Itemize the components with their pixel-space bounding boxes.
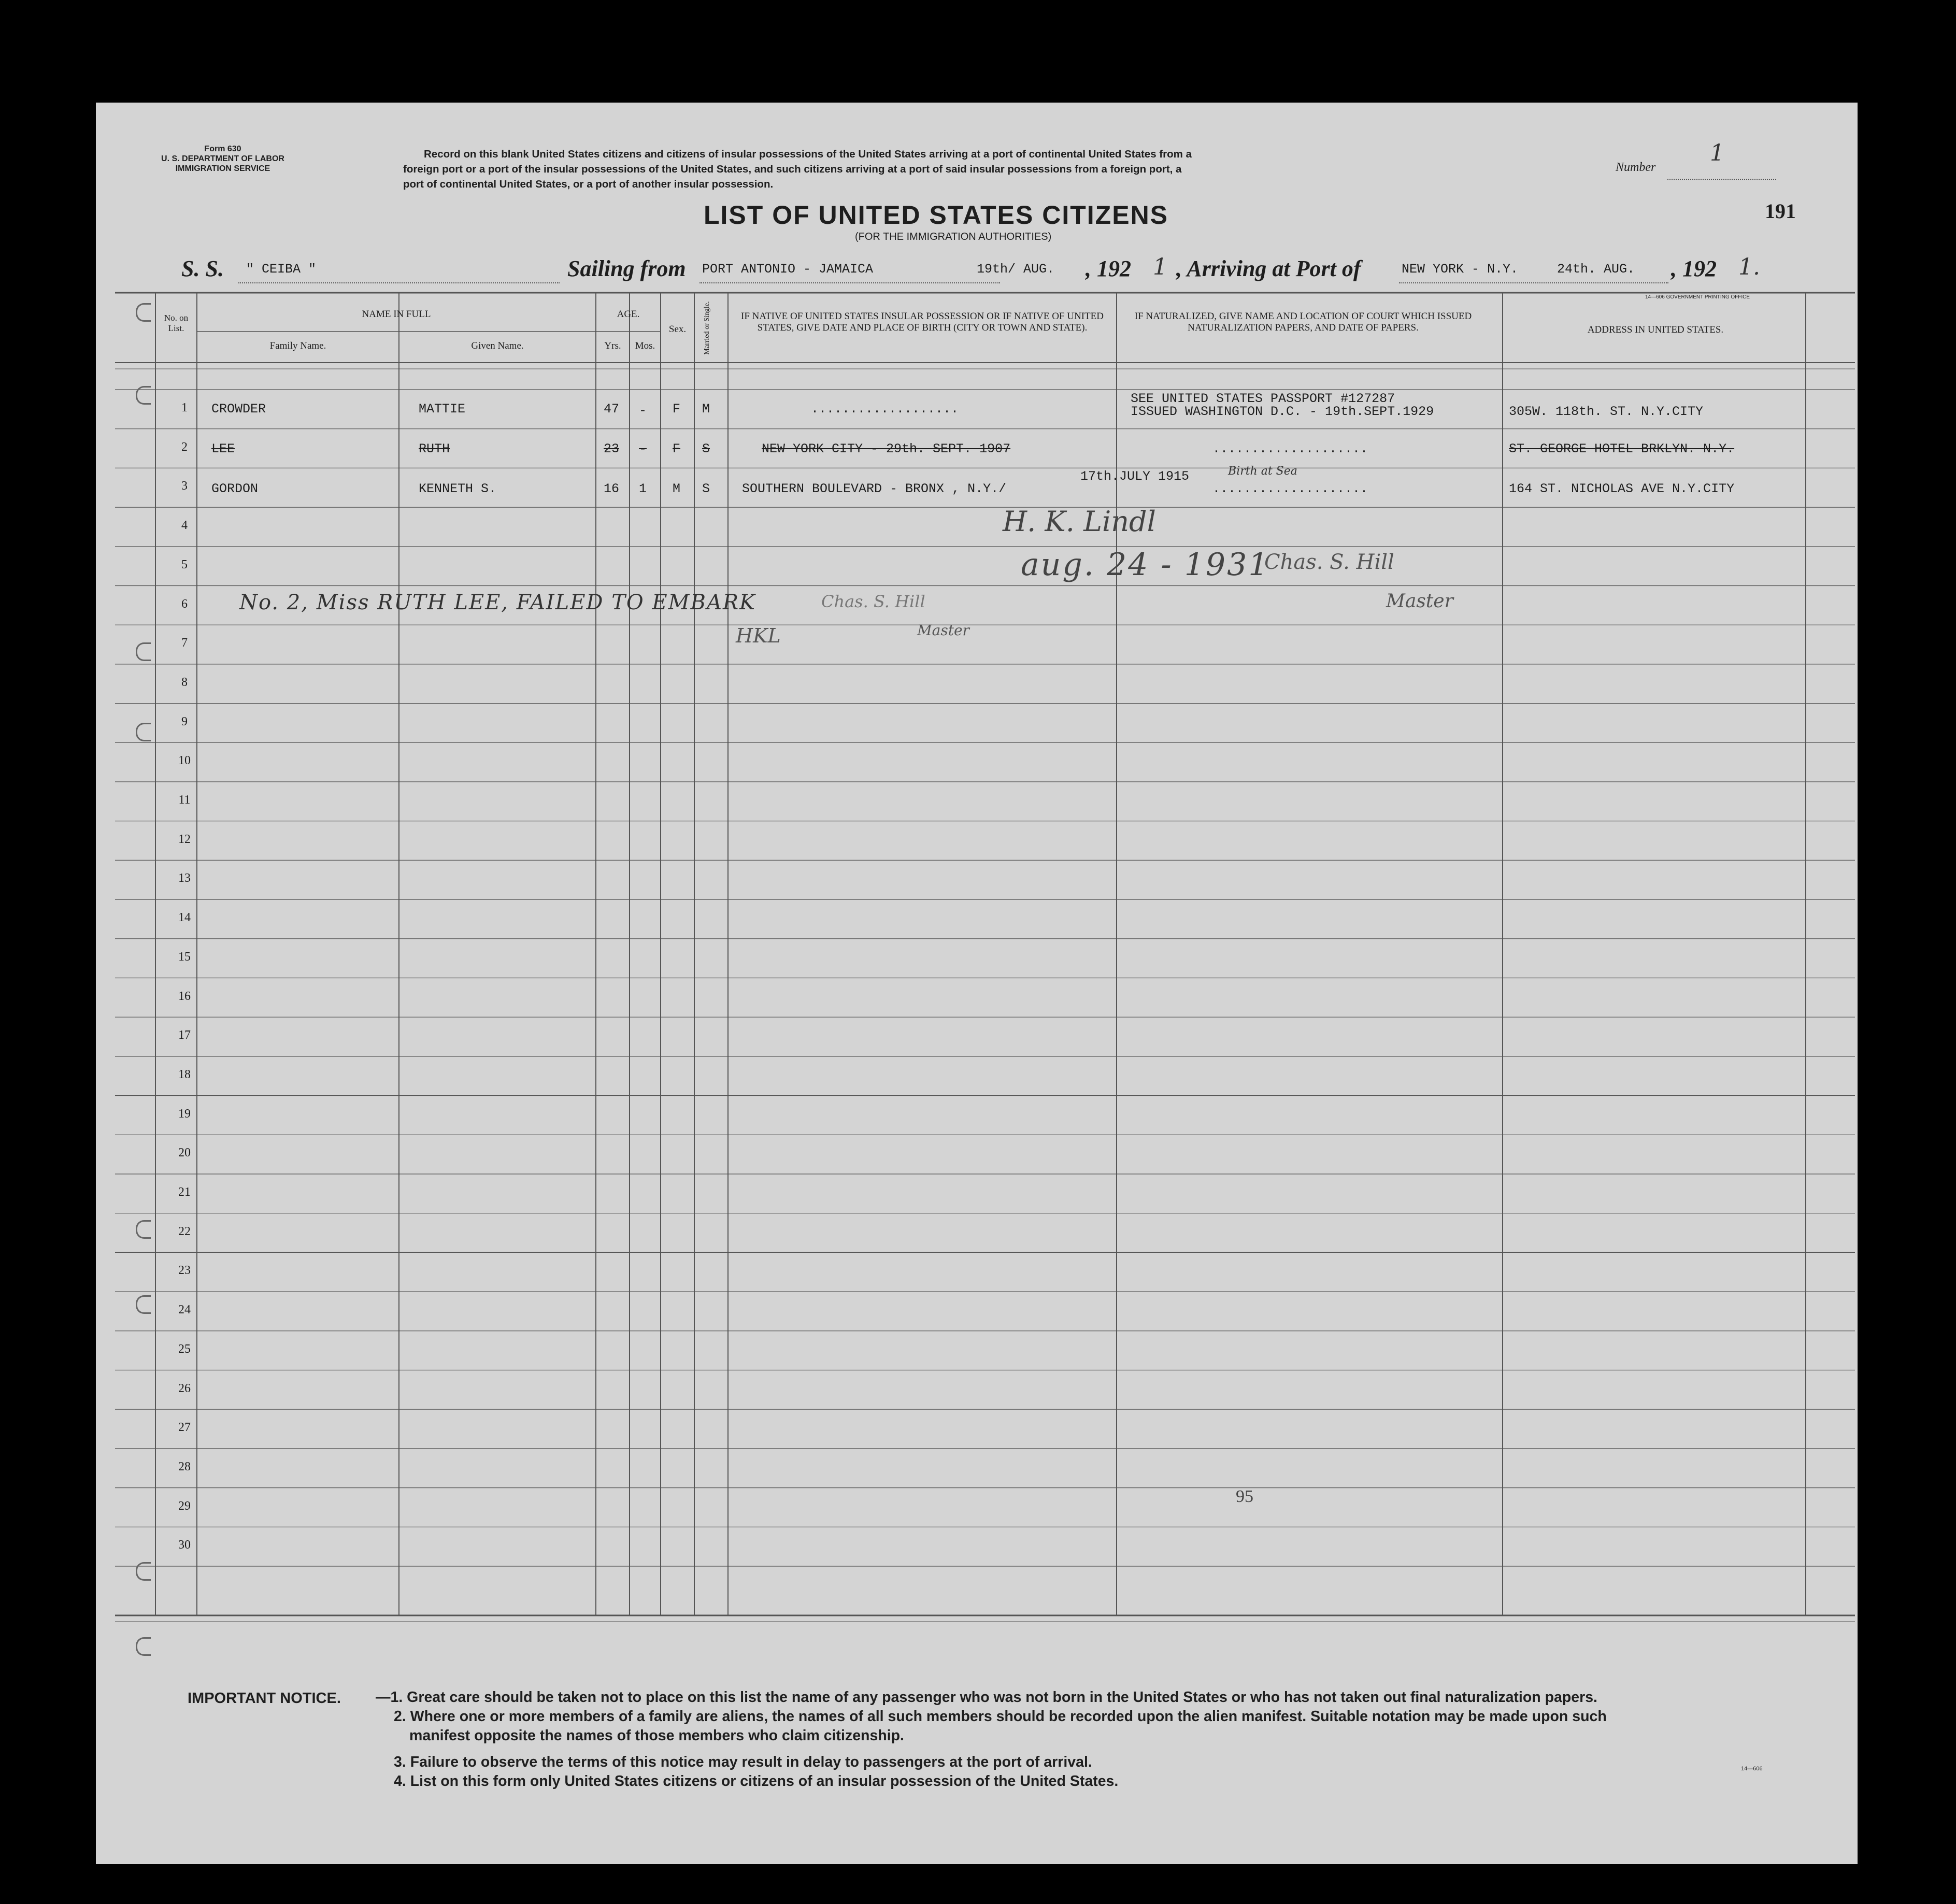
row-number: 16 [178, 989, 191, 1003]
year-suffix-2: 1. [1738, 254, 1760, 280]
row-number: 9 [181, 714, 188, 728]
birth-info: SOUTHERN BOULEVARD - BRONX , N.Y./ [742, 481, 1007, 496]
col-header-mos: Mos. [635, 340, 655, 351]
binder-hole [136, 303, 151, 322]
department-name: U. S. DEPARTMENT OF LABOR [161, 154, 284, 163]
col-header-yrs: Yrs. [604, 340, 621, 351]
age-years: 16 [604, 481, 620, 496]
arriving-date: 24th. AUG. [1557, 262, 1635, 277]
notice-item-2: 2. Where one or more members of a family are aliens, the names of all such members should be recorded upon the alien manifest. Suitable notation may be made upon such [394, 1708, 1607, 1725]
instructions-line-3: port of continental United States, or a port of another insular possession. [403, 178, 774, 190]
row-number: 7 [181, 636, 188, 650]
row-number: 1 [181, 401, 188, 414]
year-prefix-2: , 192 [1671, 256, 1717, 281]
col-header-name: NAME IN FULL [362, 309, 431, 320]
given-name: KENNETH S. [419, 481, 497, 496]
sex: F [673, 441, 681, 456]
marital-status: S [702, 441, 710, 456]
arriving-port: NEW YORK - N.Y. [1402, 262, 1519, 277]
birth-note: Birth at Sea [1228, 465, 1297, 478]
page-number: 191 [1765, 199, 1796, 223]
failed-to-embark-note: No. 2, Miss RUTH LEE, FAILED TO EMBARK [239, 591, 756, 614]
birth-info: ................... [811, 402, 959, 417]
sex: F [673, 402, 681, 417]
number-line [1667, 179, 1776, 180]
form-number: Form 630 [204, 145, 241, 153]
master-signature: Chas. S. Hill [821, 592, 925, 611]
row-number: 26 [178, 1381, 191, 1395]
col-header-naturalized: IF NATURALIZED, GIVE NAME AND LOCATION OF COURT WHICH ISSUED NATURALIZATION PAPERS, AND DATE OF PAPERS. [1134, 311, 1472, 333]
row-number: 17 [178, 1028, 191, 1042]
birth-info: NEW YORK CITY - 29th. SEPT. 1907 [762, 441, 1011, 456]
binder-hole [136, 1220, 151, 1239]
notice-item-4: 4. List on this form only United States citizens or citizens of an insular possession of the United States. [394, 1773, 1119, 1790]
service-name: IMMIGRATION SERVICE [175, 164, 270, 173]
arrival-date-stamp: aug. 24 - 1931 [1021, 547, 1270, 583]
sailing-port: PORT ANTONIO - JAMAICA [702, 262, 874, 277]
row-number: 14 [178, 911, 191, 925]
instructions [403, 147, 1192, 192]
page-subtitle: (FOR THE IMMIGRATION AUTHORITIES) [855, 231, 1052, 242]
row-number: 27 [178, 1421, 191, 1435]
row-number: 30 [178, 1538, 191, 1552]
ship-line [238, 282, 560, 283]
marital-status: M [702, 402, 710, 417]
notice-item-2-cont: manifest opposite the names of those members who claim citizenship. [409, 1727, 904, 1744]
row-number: 24 [178, 1303, 191, 1317]
notice-item-3: 3. Failure to observe the terms of this notice may result in delay to passengers at the port of arrival. [394, 1754, 1092, 1770]
sex: M [673, 481, 681, 496]
row-number: 23 [178, 1264, 191, 1278]
col-header-family: Family Name. [269, 340, 326, 351]
row-number: 8 [181, 675, 188, 689]
given-name: RUTH [419, 441, 450, 456]
marital-status: S [702, 481, 710, 496]
binder-hole [136, 1295, 151, 1314]
row-number: 3 [181, 479, 188, 493]
naturalization-line-1: .................... [1212, 441, 1368, 456]
row-number: 29 [178, 1499, 191, 1513]
row-number: 19 [178, 1107, 191, 1121]
age-months: 1 [639, 481, 647, 496]
given-name: MATTIE [419, 402, 466, 417]
arriving-label: , Arriving at Port of [1176, 256, 1361, 281]
arriving-port-line [1399, 282, 1668, 283]
naturalization-line-2: ISSUED WASHINGTON D.C. - 19th.SEPT.1929 [1131, 404, 1434, 419]
sailing-date: 19th/ AUG. [977, 262, 1055, 277]
ss-label: S. S. [181, 256, 224, 281]
sailing-label: Sailing from [567, 256, 686, 281]
row-number: 6 [181, 597, 188, 611]
binder-hole [136, 642, 151, 661]
address: 305W. 118th. ST. N.Y.CITY [1509, 404, 1704, 419]
master-title: Master [917, 622, 969, 639]
family-name: CROWDER [211, 402, 266, 417]
row-number: 18 [178, 1067, 191, 1081]
inspector-initials: H. K. Lindl [1003, 505, 1156, 538]
binder-hole [136, 1637, 151, 1656]
col-header-address: ADDRESS IN UNITED STATES. [1587, 324, 1724, 335]
officer-initials: HKL [736, 624, 781, 647]
address: ST. GEORGE HOTEL BRKLYN. N.Y. [1509, 441, 1735, 456]
notice-label: IMPORTANT NOTICE. [188, 1690, 341, 1707]
bottom-printer-mark: 14—606 [1741, 1766, 1763, 1772]
row-number: 11 [178, 793, 191, 807]
age-years: 47 [604, 402, 620, 417]
printer-mark: 14—606 GOVERNMENT PRINTING OFFICE [1645, 294, 1750, 300]
row-number: 15 [178, 950, 191, 964]
family-name: GORDON [211, 481, 259, 496]
family-name: LEE [211, 441, 235, 456]
birth-date: 17th.JULY 1915 [1080, 469, 1190, 484]
page-mark: 95 [1236, 1487, 1253, 1506]
form-header [161, 144, 285, 174]
row-number: 2 [181, 440, 188, 454]
naturalization-line-1: SEE UNITED STATES PASSPORT #127287 [1131, 391, 1395, 406]
age-months: - [639, 441, 647, 456]
row-number: 21 [178, 1185, 191, 1199]
row-number: 12 [178, 832, 191, 846]
age-years: 23 [604, 441, 620, 456]
year-prefix-1: , 192 [1086, 256, 1131, 281]
col-header-age: AGE. [617, 309, 640, 320]
year-suffix-1: 1 [1153, 254, 1167, 280]
col-header-no: No. on List. [164, 313, 189, 333]
col-header-married: Married or Single. [703, 301, 711, 355]
number-value: 1 [1710, 140, 1724, 166]
col-header-given: Given Name. [471, 340, 524, 351]
instructions-line-2: foreign port or a port of the insular possessions of the United States, and such citizens arriving at a port of said insular possessions from a foreign port, a [403, 163, 1182, 175]
page-title: LIST OF UNITED STATES CITIZENS [704, 201, 1169, 230]
row-number: 10 [178, 754, 191, 768]
row-number: 22 [178, 1224, 191, 1238]
binder-hole [136, 1562, 151, 1581]
binder-hole [136, 386, 151, 405]
sailing-port-line [699, 282, 1000, 283]
master-title-2: Master [1386, 591, 1453, 612]
col-header-native: IF NATIVE OF UNITED STATES INSULAR POSSESSION OR IF NATIVE OF UNITED STATES, GIVE DATE AND PLACE OF BIRTH (CITY OR TOWN AND STATE). [741, 311, 1104, 333]
row-number: 20 [178, 1146, 191, 1160]
address: 164 ST. NICHOLAS AVE N.Y.CITY [1509, 481, 1735, 496]
row-number: 13 [178, 871, 191, 885]
master-signature-2: Chas. S. Hill [1264, 550, 1394, 574]
instructions-line-1: Record on this blank United States citizens and citizens of insular possessions of the United States arriving at a port of continental United States from a [424, 148, 1192, 160]
naturalization-line-1: .................... [1212, 481, 1368, 496]
age-months: - [639, 403, 647, 418]
notice-item-1: —1. Great care should be taken not to place on this list the name of any passenger who was not born in the United States or who has not taken out final naturalization papers. [376, 1689, 1597, 1706]
row-number: 28 [178, 1459, 191, 1473]
col-header-sex: Sex. [668, 324, 687, 335]
binder-hole [136, 723, 151, 741]
row-number: 4 [181, 519, 188, 533]
number-label: Number [1616, 161, 1656, 174]
ship-name: " CEIBA " [246, 262, 317, 277]
row-number: 25 [178, 1342, 191, 1356]
row-number: 5 [181, 557, 188, 571]
